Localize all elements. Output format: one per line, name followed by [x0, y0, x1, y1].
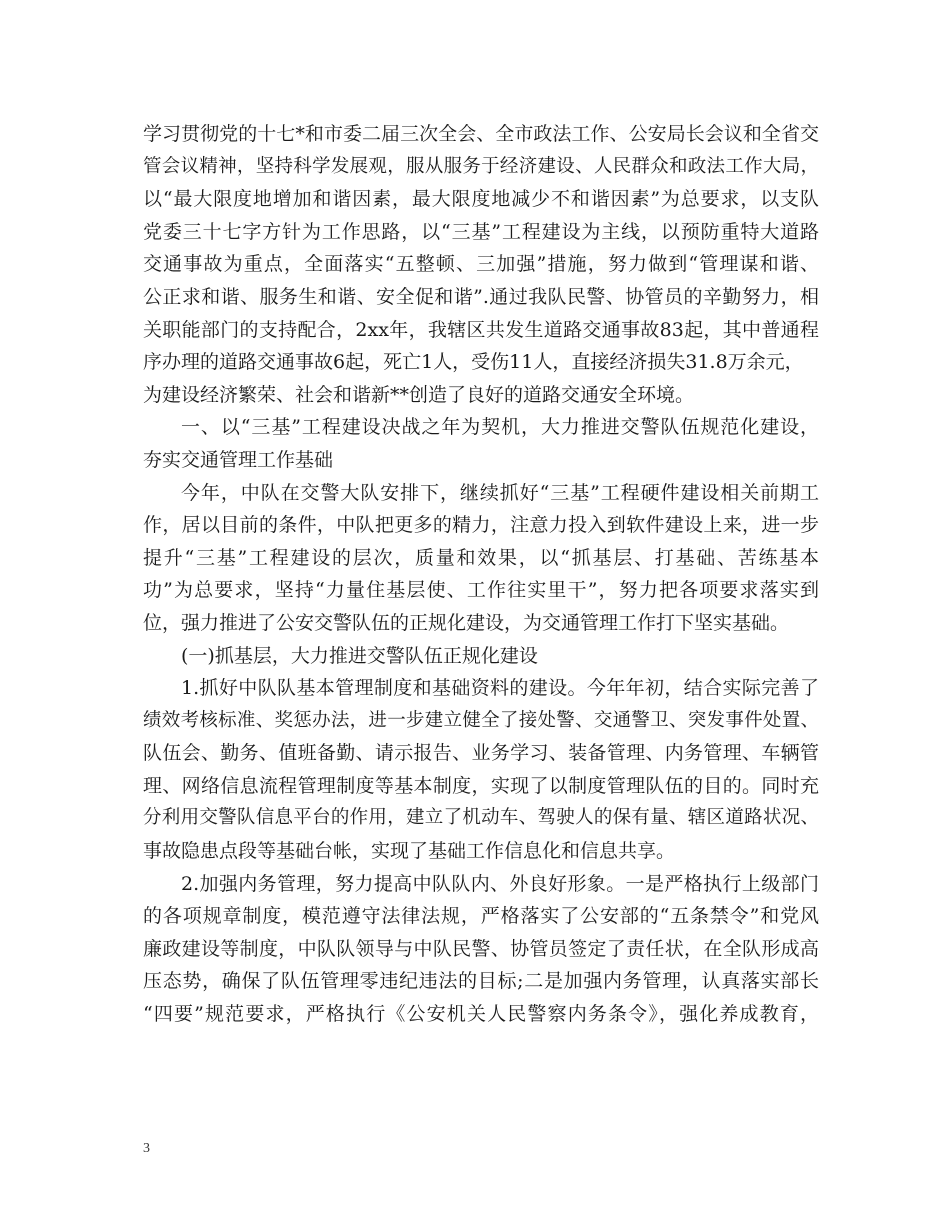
page-number: 3 [143, 1141, 150, 1156]
text-line: “四要”规范要求，严格执行《公安机关人民警察内务条令》，强化养成教育， [143, 1003, 819, 1026]
text-line: 管会议精神，坚持科学发展观，服从服务于经济建设、人民群众和政法工作大局， [143, 155, 819, 177]
text-line: 党委三十七字方针为工作思路，以“三基”工程建设为主线，以预防重特大道路 [143, 220, 819, 243]
text-line: 为建设经济繁荣、社会和谐新**创造了良好的道路交通安全环境。 [143, 383, 695, 406]
text-line: 公正求和谐、服务生和谐、安全促和谐”.通过我队民警、协管员的辛勤努力，相 [143, 285, 819, 308]
text-line: 1.抓好中队队基本管理制度和基础资料的建设。今年年初，结合实际完善了 [181, 677, 819, 700]
text-line: 作，居以目前的条件，中队把更多的精力，注意力投入到软件建设上来，进一步 [143, 514, 819, 537]
text-line: 一、以“三基”工程建设决战之年为契机，大力推进交警队伍规范化建设， [181, 416, 819, 439]
text-line: 夯实交通管理工作基础 [143, 448, 334, 471]
text-line: 提升“三基”工程建设的层次，质量和效果，以“抓基层、打基础、苦练基本 [143, 546, 819, 569]
text-line: 功”为总要求，坚持“力量住基层使、工作往实里干”，努力把各项要求落实到 [143, 579, 819, 602]
text-line: (一)抓基层，大力推进交警队伍正规化建设 [181, 644, 538, 667]
text-line: 绩效考核标准、奖惩办法，进一步建立健全了接处警、交通警卫、突发事件处置、 [143, 709, 819, 731]
text-line: 位，强力推进了公安交警队伍的正规化建设，为交通管理工作打下坚实基础。 [143, 611, 790, 634]
text-line: 今年，中队在交警大队安排下，继续抓好“三基”工程硬件建设相关前期工 [181, 481, 819, 504]
text-line: 事故隐患点段等基础台帐，实现了基础工作信息化和信息共享。 [143, 840, 676, 863]
text-line: 交通事故为重点，全面落实“五整顿、三加强”措施，努力做到“管理谋和谐、 [143, 253, 819, 276]
text-line: 队伍会、勤务、值班备勤、请示报告、业务学习、装备管理、内务管理、车辆管 [143, 742, 819, 765]
text-line: 分利用交警队信息平台的作用，建立了机动车、驾驶人的保有量、辖区道路状况、 [143, 807, 819, 829]
text-line: 的各项规章制度，模范遵守法律法规，严格落实了公安部的“五条禁令”和党风 [143, 905, 819, 928]
text-line: 廉政建设等制度，中队队领导与中队民警、协管员签定了责任状，在全队形成高 [143, 937, 819, 960]
text-line: 序办理的道路交通事故6起，死亡1人，受伤11人，直接经济损失31.8万余元， [143, 351, 804, 374]
text-line: 2.加强内务管理，努力提高中队队内、外良好形象。一是严格执行上级部门 [181, 872, 819, 895]
text-line: 压态势，确保了队伍管理零违纪违法的目标;二是加强内务管理，认真落实部长 [143, 970, 819, 993]
text-line: 关职能部门的支持配合，2xx年，我辖区共发生道路交通事故83起，其中普通程 [143, 318, 819, 341]
text-line: 理、网络信息流程管理制度等基本制度，实现了以制度管理队伍的目的。同时充 [143, 774, 819, 797]
text-line: 学习贯彻党的十七*和市委二届三次全会、全市政法工作、公安局长会议和全省交 [143, 123, 819, 145]
body-text [143, 118, 819, 1031]
text-line: 以“最大限度地增加和谐因素，最大限度地减少不和谐因素”为总要求，以支队 [143, 188, 819, 211]
